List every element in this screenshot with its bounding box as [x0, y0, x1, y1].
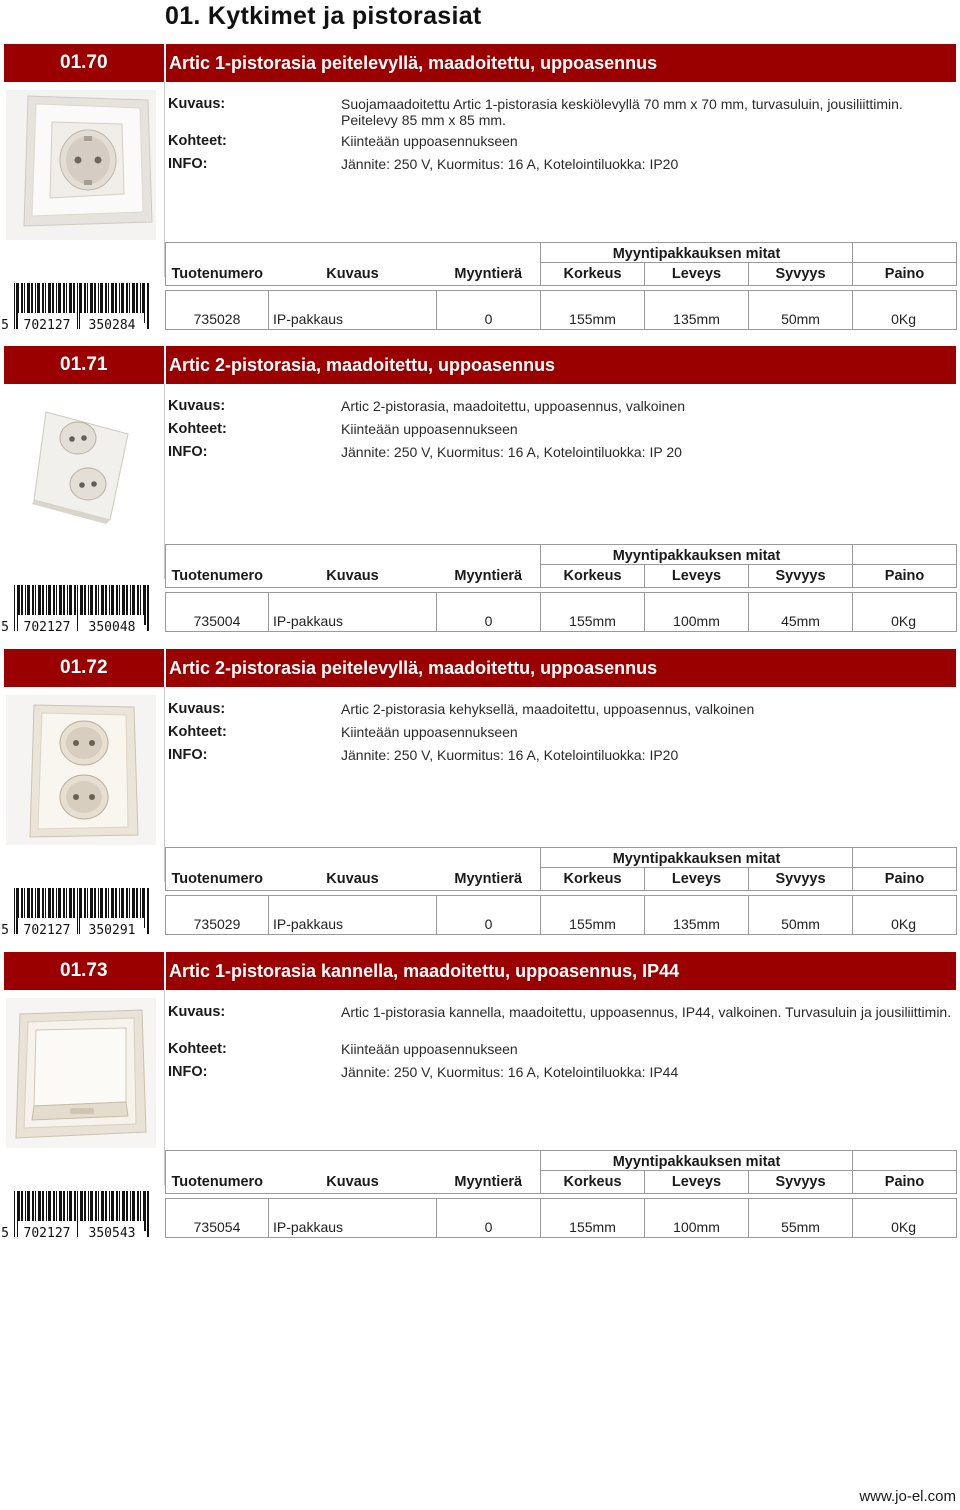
spec-table: [165, 544, 957, 632]
product-section: [0, 952, 960, 1252]
table-row: [166, 896, 957, 935]
table-row: [166, 291, 957, 330]
product-image: [6, 998, 156, 1148]
cell-syvyys: 50mm: [749, 291, 853, 330]
barcode-bar: [147, 585, 149, 631]
product-name: Artic 2-pistorasia, maadoitettu, uppoasennus: [169, 355, 556, 375]
info-value: Jännite: 250 V, Kuormitus: 16 A, Kotelointiluokka: IP 20: [341, 444, 682, 460]
header-divider: [164, 346, 166, 384]
description-value: Artic 2-pistorasia kehyksellä, maadoitettu, uppoasennus, valkoinen: [341, 701, 755, 717]
targets-label: Kohteet:: [168, 724, 227, 740]
targets-value: Kiinteään uppoasennukseen: [341, 1041, 518, 1057]
cell-tuotenumero: 735029: [166, 896, 269, 935]
product-section: [0, 649, 960, 949]
col-header-myyntiera: Myyntierä: [437, 263, 541, 286]
product-image: [6, 90, 156, 240]
col-header-kuvaus: Kuvaus: [269, 868, 437, 891]
barcode-bar: [77, 1191, 78, 1237]
product-header-bar: [4, 649, 956, 687]
header-spacer: [853, 243, 957, 263]
description-label: Kuvaus:: [168, 96, 226, 112]
single-socket-frame-icon: [6, 90, 156, 240]
product-section: [0, 44, 960, 344]
targets-value: Kiinteään uppoasennukseen: [341, 421, 518, 437]
cell-kuvaus: IP-pakkaus: [269, 1199, 437, 1238]
cell-leveys: 100mm: [645, 1199, 749, 1238]
cell-syvyys: 50mm: [749, 896, 853, 935]
header-divider: [164, 649, 166, 687]
barcode-bar: [14, 283, 15, 329]
description-label: Kuvaus:: [168, 1004, 226, 1020]
barcode-bar: [147, 1191, 149, 1237]
col-header-paino: Paino: [853, 1171, 957, 1194]
table-row: [166, 593, 957, 632]
info-value: Jännite: 250 V, Kuormitus: 16 A, Kotelointiluokka: IP44: [341, 1064, 679, 1080]
header-spacer: [853, 848, 957, 868]
col-header-syvyys: Syvyys: [749, 565, 853, 588]
header-spacer: [166, 1151, 541, 1171]
col-header-leveys: Leveys: [645, 263, 749, 286]
barcode-icon: [0, 585, 152, 633]
col-header-leveys: Leveys: [645, 868, 749, 891]
col-header-paino: Paino: [853, 565, 957, 588]
targets-label: Kohteet:: [168, 133, 227, 149]
description-label: Kuvaus:: [168, 398, 226, 414]
product-name: Artic 1-pistorasia peitelevyllä, maadoitettu, uppoasennus: [169, 53, 658, 73]
ean-first-digit: 5: [1, 923, 9, 936]
targets-value: Kiinteään uppoasennukseen: [341, 724, 518, 740]
ean-right-group: 350284: [88, 318, 136, 331]
col-header-korkeus: Korkeus: [541, 565, 645, 588]
col-header-kuvaus: Kuvaus: [269, 565, 437, 588]
ean-right-group: 350048: [88, 620, 136, 633]
ean-left-group: 702127: [23, 923, 71, 936]
header-spacer: [853, 1151, 957, 1171]
info-label: INFO:: [168, 156, 208, 172]
group-header: Myyntipakkauksen mitat: [541, 545, 853, 565]
ean-first-digit: 5: [1, 318, 9, 331]
cell-kuvaus: IP-pakkaus: [269, 291, 437, 330]
targets-value: Kiinteään uppoasennukseen: [341, 133, 518, 149]
cell-syvyys: 55mm: [749, 1199, 853, 1238]
info-label: INFO:: [168, 1064, 208, 1080]
spec-table: [165, 242, 957, 330]
cell-tuotenumero: 735028: [166, 291, 269, 330]
barcode-bar: [14, 1191, 15, 1237]
footer-url[interactable]: www.jo-el.com: [859, 1488, 956, 1505]
cell-tuotenumero: 735054: [166, 1199, 269, 1238]
header-spacer: [166, 545, 541, 565]
cell-korkeus: 155mm: [541, 1199, 645, 1238]
cell-korkeus: 155mm: [541, 896, 645, 935]
targets-label: Kohteet:: [168, 1041, 227, 1057]
product-section: [0, 346, 960, 646]
product-code: 01.73: [60, 960, 108, 981]
barcode-bar: [14, 888, 15, 934]
info-value: Jännite: 250 V, Kuormitus: 16 A, Kotelointiluokka: IP20: [341, 747, 679, 763]
col-header-kuvaus: Kuvaus: [269, 1171, 437, 1194]
covered-socket-icon: [6, 998, 156, 1148]
cell-myyntiera: 0: [437, 291, 541, 330]
group-header: Myyntipakkauksen mitat: [541, 848, 853, 868]
description-value: Suojamaadoitettu Artic 1-pistorasia keskiölevyllä 70 mm x 70 mm, turvasuluin, jousiliittimin. Peitelevy 85 mm x 85 mm.: [341, 96, 903, 128]
table-row: [166, 1199, 957, 1238]
product-header-bar: [4, 952, 956, 990]
col-header-paino: Paino: [853, 868, 957, 891]
col-header-korkeus: Korkeus: [541, 868, 645, 891]
product-header-bar: [4, 346, 956, 384]
product-name: Artic 1-pistorasia kannella, maadoitettu, uppoasennus, IP44: [169, 961, 680, 981]
cell-myyntiera: 0: [437, 1199, 541, 1238]
double-socket-icon: [6, 392, 156, 542]
targets-label: Kohteet:: [168, 421, 227, 437]
barcode-bar: [14, 585, 15, 631]
header-spacer: [166, 243, 541, 263]
col-header-paino: Paino: [853, 263, 957, 286]
barcode-icon: [0, 888, 152, 936]
cell-leveys: 135mm: [645, 896, 749, 935]
cell-korkeus: 155mm: [541, 291, 645, 330]
header-divider: [164, 952, 166, 990]
col-header-myyntiera: Myyntierä: [437, 1171, 541, 1194]
cell-paino: 0Kg: [853, 896, 957, 935]
double-socket-frame-icon: [6, 695, 156, 845]
barcode: [0, 585, 152, 633]
cell-leveys: 100mm: [645, 593, 749, 632]
cell-paino: 0Kg: [853, 291, 957, 330]
ean-right-group: 350543: [88, 1226, 136, 1239]
group-header: Myyntipakkauksen mitat: [541, 243, 853, 263]
header-spacer: [853, 545, 957, 565]
barcode-bar: [77, 585, 78, 631]
barcode: [0, 283, 152, 331]
cell-leveys: 135mm: [645, 291, 749, 330]
product-image: [6, 695, 156, 845]
page-title: 01. Kytkimet ja pistorasiat: [165, 2, 482, 30]
col-header-tuotenumero: Tuotenumero: [166, 263, 269, 286]
cell-syvyys: 45mm: [749, 593, 853, 632]
barcode: [0, 1191, 152, 1239]
ean-first-digit: 5: [1, 1226, 9, 1239]
col-header-tuotenumero: Tuotenumero: [166, 1171, 269, 1194]
col-header-syvyys: Syvyys: [749, 1171, 853, 1194]
barcode-icon: [0, 1191, 152, 1239]
col-header-leveys: Leveys: [645, 1171, 749, 1194]
cell-paino: 0Kg: [853, 1199, 957, 1238]
col-header-kuvaus: Kuvaus: [269, 263, 437, 286]
ean-left-group: 702127: [23, 620, 71, 633]
cell-paino: 0Kg: [853, 593, 957, 632]
group-header: Myyntipakkauksen mitat: [541, 1151, 853, 1171]
barcode-bar: [147, 283, 149, 329]
col-header-korkeus: Korkeus: [541, 263, 645, 286]
cell-korkeus: 155mm: [541, 593, 645, 632]
header-divider: [164, 44, 166, 82]
col-header-myyntiera: Myyntierä: [437, 565, 541, 588]
barcode: [0, 888, 152, 936]
product-header-bar: [4, 44, 956, 82]
description-value: Artic 2-pistorasia, maadoitettu, uppoasennus, valkoinen: [341, 398, 685, 414]
ean-first-digit: 5: [1, 620, 9, 633]
col-header-syvyys: Syvyys: [749, 868, 853, 891]
ean-left-group: 702127: [23, 318, 71, 331]
info-label: INFO:: [168, 747, 208, 763]
col-header-tuotenumero: Tuotenumero: [166, 565, 269, 588]
info-value: Jännite: 250 V, Kuormitus: 16 A, Kotelointiluokka: IP20: [341, 156, 679, 172]
barcode-bar: [77, 888, 78, 934]
barcode-bar: [77, 283, 78, 329]
info-label: INFO:: [168, 444, 208, 460]
col-header-syvyys: Syvyys: [749, 263, 853, 286]
col-header-myyntiera: Myyntierä: [437, 868, 541, 891]
product-code: 01.72: [60, 657, 108, 678]
header-spacer: [166, 848, 541, 868]
spec-table: [165, 1150, 957, 1238]
product-name: Artic 2-pistorasia peitelevyllä, maadoitettu, uppoasennus: [169, 658, 658, 678]
description-label: Kuvaus:: [168, 701, 226, 717]
description-value: Artic 1-pistorasia kannella, maadoitettu, uppoasennus, IP44, valkoinen. Turvasuluin ja jousiliittimin.: [341, 1004, 952, 1020]
product-image: [6, 392, 156, 542]
cell-tuotenumero: 735004: [166, 593, 269, 632]
ean-right-group: 350291: [88, 923, 136, 936]
product-code: 01.71: [60, 354, 108, 375]
ean-left-group: 702127: [23, 1226, 71, 1239]
cell-kuvaus: IP-pakkaus: [269, 896, 437, 935]
spec-table: [165, 847, 957, 935]
barcode-icon: [0, 283, 152, 331]
cell-myyntiera: 0: [437, 896, 541, 935]
barcode-bar: [147, 888, 149, 934]
cell-kuvaus: IP-pakkaus: [269, 593, 437, 632]
cell-myyntiera: 0: [437, 593, 541, 632]
col-header-tuotenumero: Tuotenumero: [166, 868, 269, 891]
product-code: 01.70: [60, 52, 108, 73]
col-header-leveys: Leveys: [645, 565, 749, 588]
col-header-korkeus: Korkeus: [541, 1171, 645, 1194]
